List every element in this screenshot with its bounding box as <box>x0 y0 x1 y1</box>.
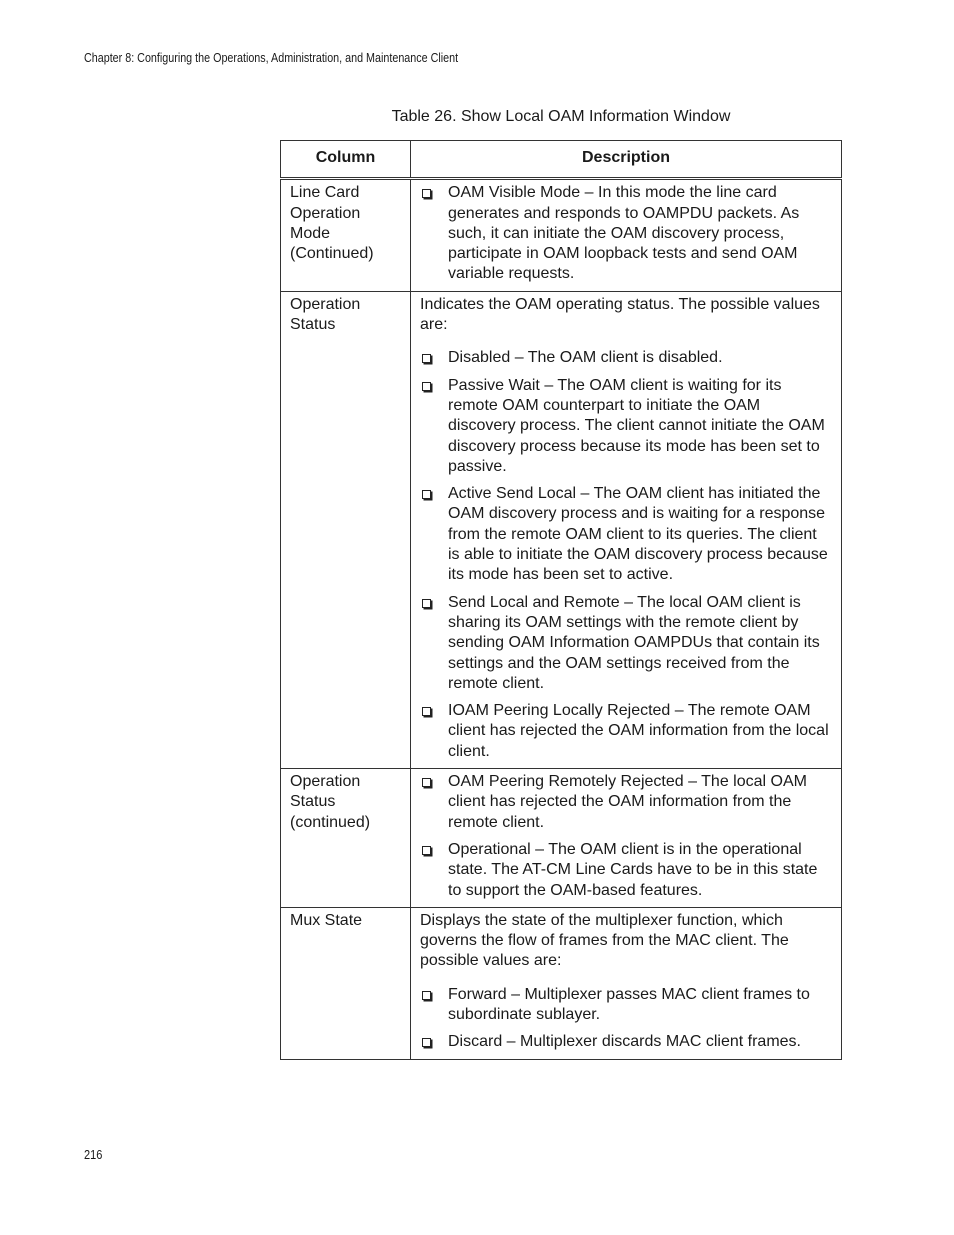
row-description <box>411 291 842 768</box>
checkbox-bullet-icon <box>422 599 431 608</box>
list-item: OAM Peering Remotely Rejected – The local OAM client has rejected the OAM information from the remote client. <box>420 772 831 833</box>
checkbox-bullet-icon <box>422 382 431 391</box>
row-name: Mux State <box>281 907 411 1059</box>
list-item: Disabled – The OAM client is disabled. <box>420 348 831 368</box>
table-row <box>281 769 842 908</box>
list-item: IOAM Peering Locally Rejected – The remote OAM client has rejected the OAM information from the local client. <box>420 701 831 762</box>
list-item: OAM Visible Mode – In this mode the line card generates and responds to OAMPDU packets. As such, it can initiate the OAM discovery process, participate in OAM loopback tests and send OAM variable requests. <box>420 183 831 284</box>
description-intro: Displays the state of the multiplexer function, which governs the flow of frames from the MAC client. The possible values are: <box>420 911 789 970</box>
row-description <box>411 179 842 291</box>
list-item: Forward – Multiplexer passes MAC client frames to subordinate sublayer. <box>420 985 831 1026</box>
oam-information-table <box>280 140 842 1060</box>
checkbox-bullet-icon <box>422 1038 431 1047</box>
checkbox-bullet-icon <box>422 778 431 787</box>
list-item: Operational – The OAM client is in the operational state. The AT-CM Line Cards have to be in this state to support the OAM-based features. <box>420 840 831 901</box>
checkbox-bullet-icon <box>422 991 431 1000</box>
description-intro: Indicates the OAM operating status. The possible values are: <box>420 295 820 334</box>
column-header-description: Description <box>411 141 842 179</box>
row-description <box>411 769 842 908</box>
row-name: Operation Status (continued) <box>281 769 411 908</box>
bullet-list <box>420 772 831 901</box>
table-row <box>281 907 842 1059</box>
checkbox-bullet-icon <box>422 354 431 363</box>
row-name: Line Card Operation Mode (Continued) <box>281 179 411 291</box>
running-header: Chapter 8: Configuring the Operations, Administration, and Maintenance Client <box>84 51 459 65</box>
column-header-column: Column <box>281 141 411 179</box>
row-description <box>411 907 842 1059</box>
list-item: Send Local and Remote – The local OAM client is sharing its OAM settings with the remote client by sending OAM Information OAMPDUs that contain its settings and the OAM settings received from the remote client. <box>420 593 831 694</box>
table-row <box>281 291 842 768</box>
bullet-list <box>420 348 831 762</box>
list-item: Passive Wait – The OAM client is waiting for its remote OAM counterpart to initiate the OAM discovery process. The client cannot initiate the OAM discovery process because its mode has been set to passive. <box>420 376 831 477</box>
checkbox-bullet-icon <box>422 846 431 855</box>
table-row <box>281 179 842 291</box>
table-caption: Table 26. Show Local OAM Information Window <box>391 108 731 125</box>
bullet-list <box>420 183 831 284</box>
table-header-row <box>281 141 842 179</box>
checkbox-bullet-icon <box>422 490 431 499</box>
list-item: Discard – Multiplexer discards MAC client frames. <box>420 1032 831 1052</box>
row-name: Operation Status <box>281 291 411 768</box>
checkbox-bullet-icon <box>422 707 431 716</box>
page-number: 216 <box>84 1148 103 1162</box>
checkbox-bullet-icon <box>422 189 431 198</box>
list-item: Active Send Local – The OAM client has initiated the OAM discovery process and is waiting for a response from the remote OAM client to its queries. The client is able to initiate the OAM discovery process because its mode has been set to active. <box>420 484 831 585</box>
bullet-list <box>420 985 831 1053</box>
